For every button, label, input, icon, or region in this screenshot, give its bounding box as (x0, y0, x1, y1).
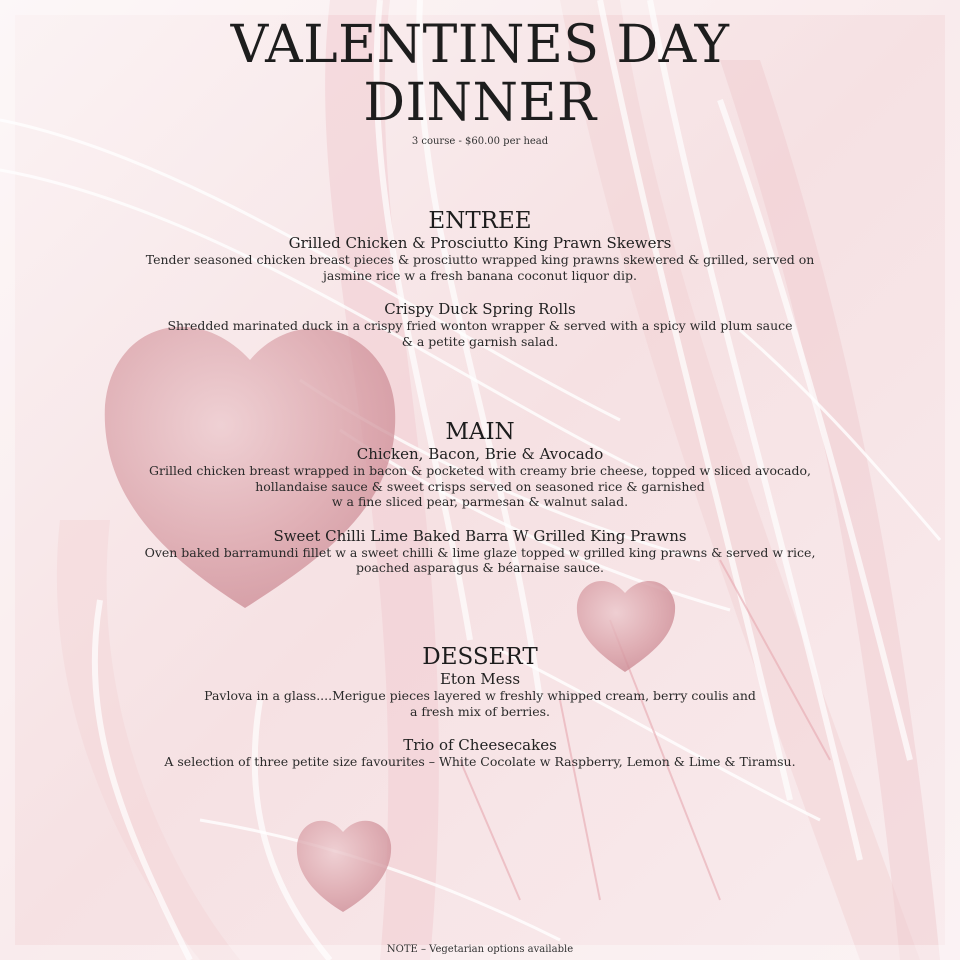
menu-item (0, 670, 960, 719)
menu-item-description: Grilled chicken breast wrapped in bacon & pocketed with creamy brie cheese, topped w sliced avocado, hollandaise sauce & sweet crisps served on seasoned rice & garnished w a fine sliced pear, parmesan & walnut salad. (149, 463, 811, 509)
menu-item-name: Sweet Chilli Lime Baked Barra W Grilled King Prawns (273, 526, 687, 545)
menu-item-name: Chicken, Bacon, Brie & Avocado (356, 445, 604, 463)
menu-item-name: Grilled Chicken & Prosciutto King Prawn Skewers (288, 234, 672, 252)
menu-item (0, 300, 960, 349)
menu-item-description: Oven baked barramundi fillet w a sweet chilli & lime glaze topped w grilled king prawns & served w rice, poached asparagus & béarnaise sauce. (144, 544, 816, 575)
menu-item-description: Pavlova in a glass....Merigue pieces layered w freshly whipped cream, berry coulis and a fresh mix of berries. (204, 688, 756, 719)
menu-item (0, 527, 960, 576)
section-main (0, 419, 960, 576)
vegetarian-note: NOTE – Vegetarian options available (386, 944, 574, 955)
menu-item-description: Shredded marinated duck in a crispy fried wonton wrapper & served with a spicy wild plum sauce & a petite garnish salad. (167, 318, 793, 349)
menu-title (0, 16, 960, 132)
section-heading: MAIN (445, 419, 515, 445)
menu-item-name: Trio of Cheesecakes (403, 736, 557, 754)
menu-item-name: Eton Mess (439, 670, 521, 688)
menu-item-description: A selection of three petite size favourites – White Cocolate w Raspberry, Lemon & Lime & Tiramsu. (164, 754, 796, 769)
menu-item (0, 234, 960, 283)
menu-title-line2: DINNER (363, 73, 597, 133)
section-heading: DESSERT (422, 644, 538, 670)
menu-item-name: Crispy Duck Spring Rolls (384, 300, 576, 318)
menu-item (0, 445, 960, 510)
menu-item-description: Tender seasoned chicken breast pieces & prosciutto wrapped king prawns skewered & grilled, served on jasmine rice w a fresh banana coconut liquor dip. (145, 252, 815, 283)
section-dessert (0, 644, 960, 770)
section-entree (0, 208, 960, 349)
menu-title-line1: VALENTINES DAY (230, 15, 730, 75)
section-heading: ENTREE (428, 208, 532, 234)
price-line: 3 course - $60.00 per head (411, 136, 549, 147)
menu-item (0, 736, 960, 770)
